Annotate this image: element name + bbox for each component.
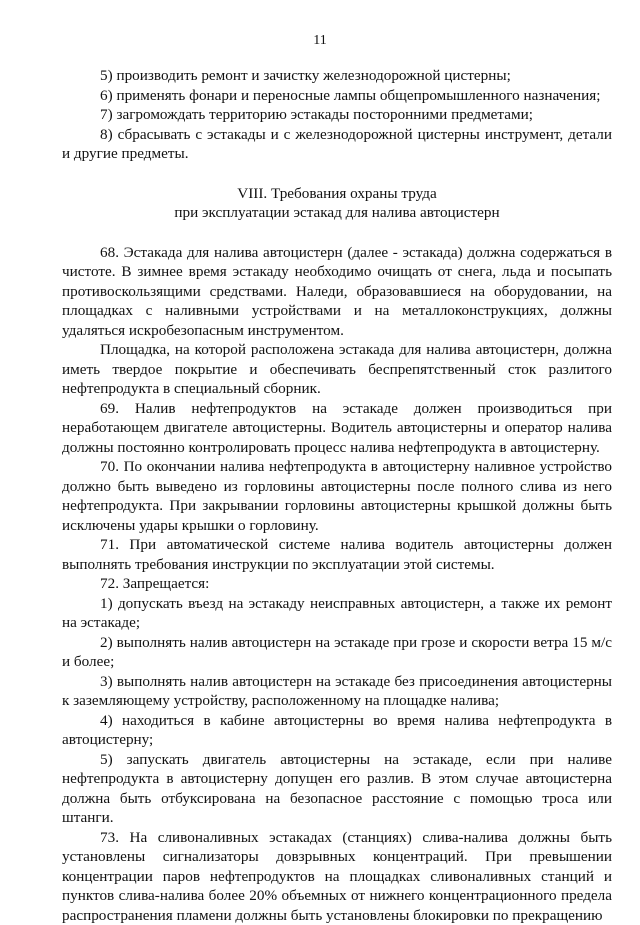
list-item: 6) применять фонари и переносные лампы общепромышленного назначения;	[62, 86, 612, 106]
paragraph: Площадка, на которой расположена эстакада для налива автоцистерн, должна иметь твердое покрытие и обеспечивать беспрепятственный сток разлитого нефтепродукта в специальный сборник.	[62, 340, 612, 399]
paragraph: 71. При автоматической системе налива водитель автоцистерны должен выполнять требования инструкции по эксплуатации этой системы.	[62, 535, 612, 574]
list-item: 3) выполнять налив автоцистерн на эстакаде без присоединения автоцистерны к заземляющему устройству, расположенному на площадке налива;	[62, 672, 612, 711]
paragraph: 69. Налив нефтепродуктов на эстакаде должен производиться при неработающем двигателе автоцистерны. Водитель автоцистерны и оператор налива должны постоянно контролировать процесс налива нефтепродукта в автоцистерну.	[62, 399, 612, 458]
section-heading-line2: при эксплуатации эстакад для налива автоцистерн	[62, 203, 612, 223]
list-item: 7) загромождать территорию эстакады посторонними предметами;	[62, 105, 612, 125]
list-item: 2) выполнять налив автоцистерн на эстакаде при грозе и скорости ветра 15 м/с и более;	[62, 633, 612, 672]
list-item: 8) сбрасывать с эстакады и с железнодорожной цистерны инструмент, детали и другие предметы.	[62, 125, 612, 164]
list-item: 5) производить ремонт и зачистку железнодорожной цистерны;	[62, 66, 612, 86]
document-body	[62, 66, 612, 925]
paragraph: 73. На сливоналивных эстакадах (станциях) слива-налива должны быть установлены сигнализаторы довзрывных концентраций. При превышении концентрации паров нефтепродуктов на площадках сливоналивных станций и пунктов слива-налива более 20% объемных от нижнего концентрационного предела распространения пламени должны быть установлены блокировки по прекращению	[62, 828, 612, 925]
paragraph: 68. Эстакада для налива автоцистерн (далее - эстакада) должна содержаться в чистоте. В зимнее время эстакаду необходимо очищать от снега, льда и посыпать противоскользящими средствами. Наледи, образовавшиеся на оборудовании, на площадках с наливными устройствами и на металлоконструкциях, должны удаляться искробезопасным инструментом.	[62, 243, 612, 341]
paragraph: 72. Запрещается:	[62, 574, 612, 594]
list-item: 4) находиться в кабине автоцистерны во время налива нефтепродукта в автоцистерну;	[62, 711, 612, 750]
list-item: 1) допускать въезд на эстакаду неисправных автоцистерн, а также их ремонт на эстакаде;	[62, 594, 612, 633]
section-heading	[62, 184, 612, 223]
paragraph: 70. По окончании налива нефтепродукта в автоцистерну наливное устройство должно быть выведено из горловины автоцистерны после полного слива из него нефтепродукта. При закрывании горловины автоцистерны крышкой должны быть исключены удары крышки о горловину.	[62, 457, 612, 535]
list-item: 5) запускать двигатель автоцистерны на эстакаде, если при наливе нефтепродукта в автоцистерну допущен его разлив. В этом случае автоцистерна должна быть отбуксирована на безопасное расстояние с помощью троса или штанги.	[62, 750, 612, 828]
section-heading-line1: VIII. Требования охраны труда	[62, 184, 612, 204]
page-number: 11	[0, 33, 640, 49]
